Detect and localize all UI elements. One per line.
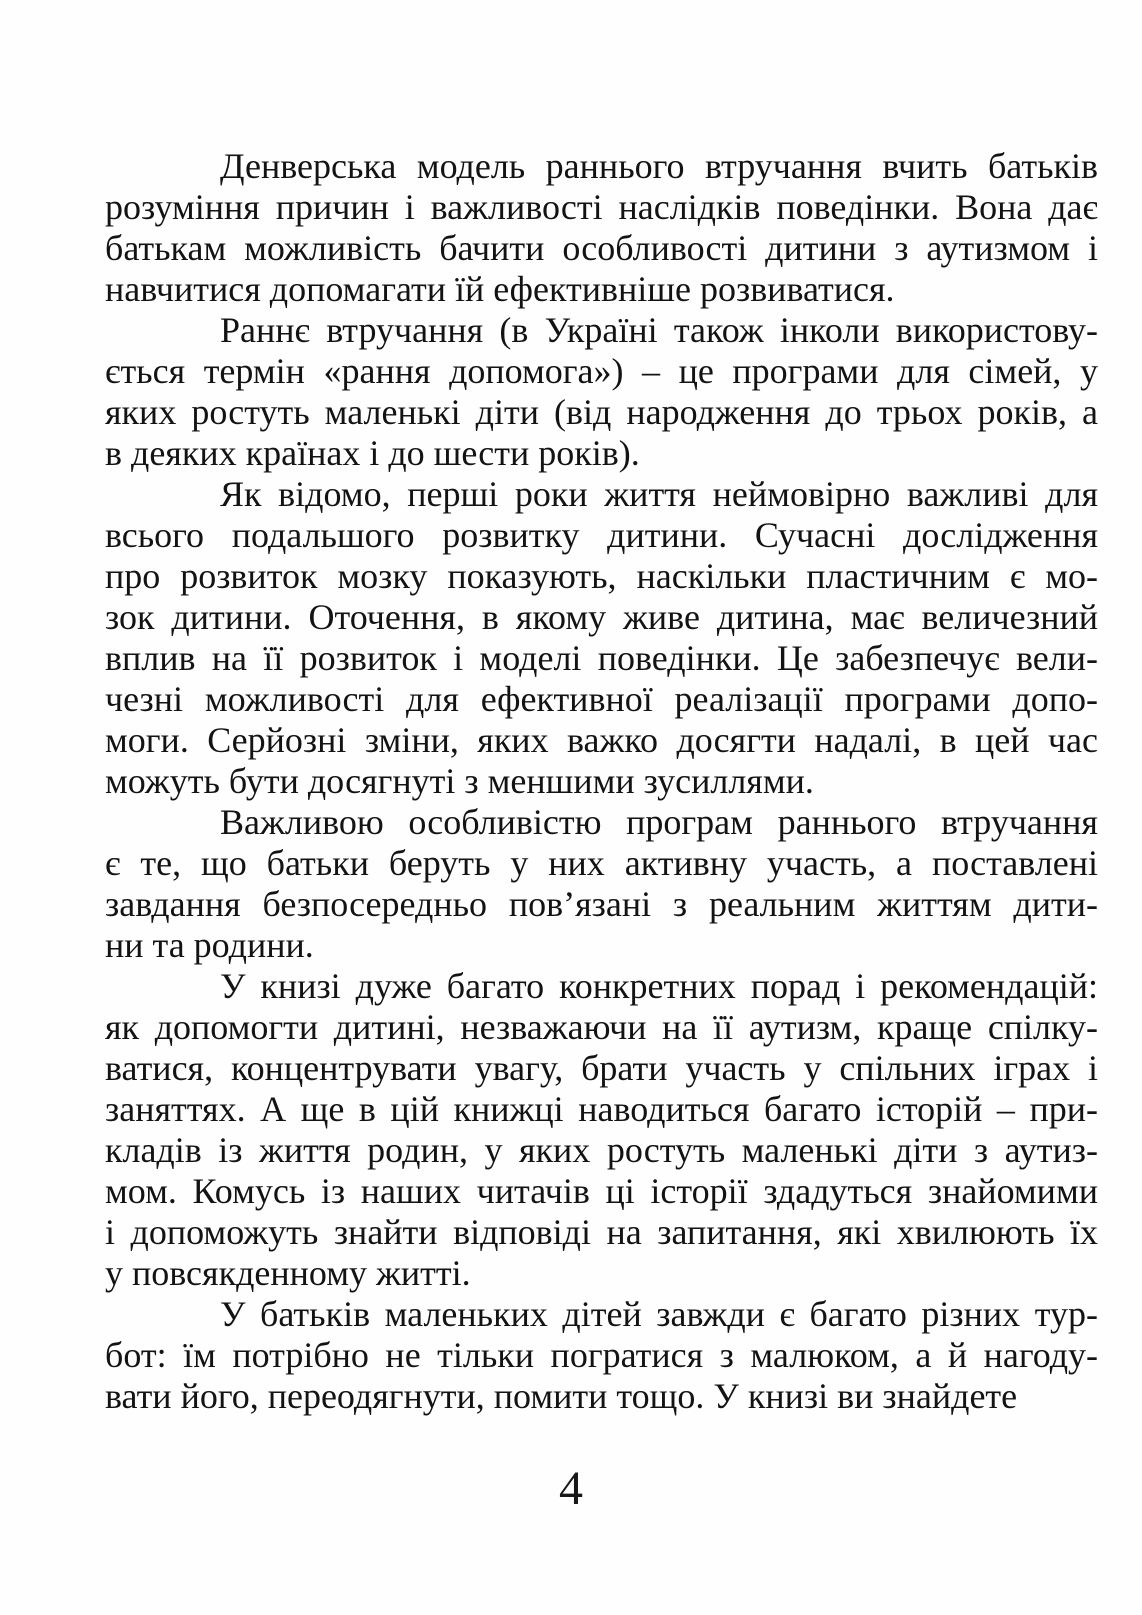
text-line: як допомогти дитині, незважаючи на її аутизм, краще спілку-: [105, 1007, 1098, 1047]
text-line: батькам можливість бачити особливості дитини з аутизмом і: [105, 228, 1098, 268]
text-line: всього подальшого розвитку дитини. Сучасні дослідження: [105, 515, 1098, 555]
text-line: навчитися допомагати їй ефективніше розвиватися.: [105, 269, 895, 309]
text-line: зок дитини. Оточення, в якому живе дитина, має величезний: [105, 597, 1098, 637]
paragraph: [105, 146, 1098, 310]
text-line: про розвиток мозку показують, наскільки пластичним є мо-: [105, 556, 1098, 596]
text-line: мом. Комусь із наших читачів ці історії здадуться знайомими: [105, 1171, 1098, 1211]
text-line: вплив на її розвиток і моделі поведінки. Це забезпечує вели-: [105, 638, 1098, 678]
text-line: чезні можливості для ефективної реалізації програми допо-: [105, 679, 1098, 719]
text-line: кладів із життя родин, у яких ростуть маленькі діти з аутиз-: [105, 1130, 1098, 1170]
text-line: завдання безпосередньо пов’язані з реальним життям дити-: [105, 884, 1098, 924]
paragraph: [105, 310, 1098, 474]
text-line: можуть бути досягнуті з меншими зусиллями.: [105, 761, 814, 801]
text-line: Важливою особливістю програм раннього втручання: [220, 802, 1098, 842]
text-line: і допоможуть знайти відповіді на запитання, які хвилюють їх: [105, 1212, 1098, 1252]
paragraph: [105, 1294, 1098, 1417]
text-line: У батьків маленьких дітей завжди є багато різних тур-: [220, 1294, 1098, 1334]
text-line: Денверська модель раннього втручання вчить батьків: [220, 146, 1098, 186]
paragraph: [105, 802, 1098, 966]
text-line: заняттях. А ще в цій книжці наводиться багато історій – при-: [105, 1089, 1098, 1129]
text-line: ни та родини.: [105, 925, 314, 965]
paragraph: [105, 966, 1098, 1294]
text-line: у повсякденному житті.: [105, 1253, 471, 1293]
text-line: Раннє втручання (в Україні також інколи використову-: [220, 310, 1098, 350]
text-line: розуміння причин і важливості наслідків поведінки. Вона дає: [105, 187, 1098, 227]
text-block: [105, 146, 1098, 1417]
text-line: ватися, концентрувати увагу, брати участь у спільних іграх і: [105, 1048, 1098, 1088]
text-line: вати його, переодягнути, помити тощо. У книзі ви знайдете: [105, 1376, 1018, 1416]
text-line: є те, що батьки беруть у них активну участь, а поставлені: [105, 843, 1098, 883]
text-line: моги. Серйозні зміни, яких важко досягти надалі, в цей час: [105, 720, 1098, 760]
page-number: 4: [559, 1462, 583, 1515]
text-line: У книзі дуже багато конкретних порад і рекомендацій:: [220, 966, 1098, 1006]
text-line: яких ростуть маленькі діти (від народження до трьох років, а: [105, 392, 1098, 432]
text-line: бот: їм потрібно не тільки погратися з малюком, а й нагоду-: [105, 1335, 1098, 1375]
text-line: ється термін «рання допомога») – це програми для сімей, у: [105, 351, 1098, 391]
text-line: Як відомо, перші роки життя неймовірно важливі для: [220, 474, 1098, 514]
text-line: в деяких країнах і до шести років).: [105, 433, 640, 473]
paragraph: [105, 474, 1098, 802]
